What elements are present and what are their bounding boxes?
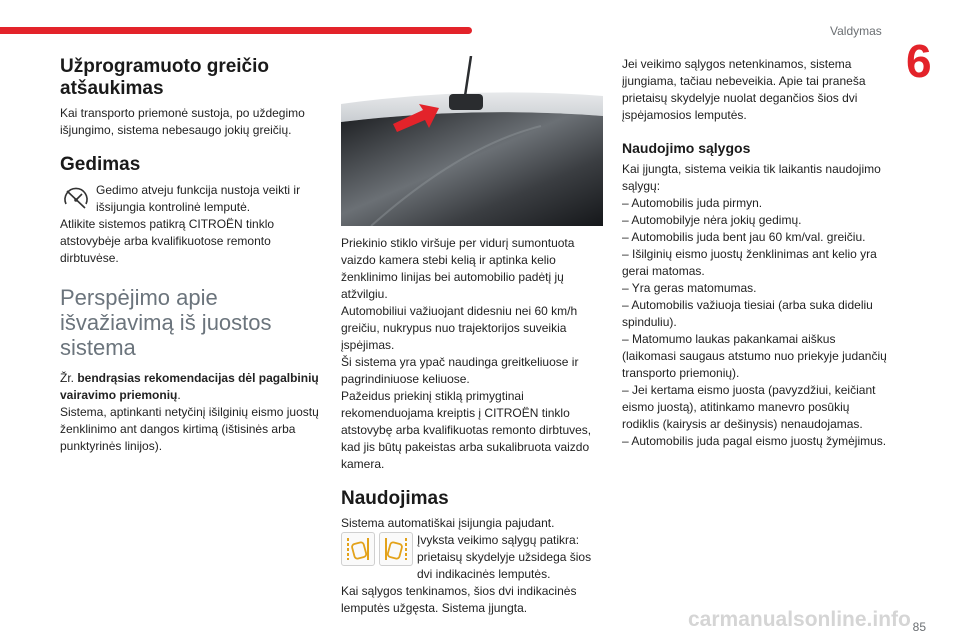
see-prefix: Žr. xyxy=(60,371,78,385)
paragraph-condition-check: Įvyksta veikimo sąlygų patikra: prietaisų skydelyje užsidega šios dvi indikacinės lemputės. xyxy=(417,533,592,581)
heading-lane-departure: Perspėjimo apie išvažiavimą iš juostos sistema xyxy=(60,285,272,360)
paragraph-lamps-off: Kai sąlygos tenkinamos, šios dvi indikacinės lemputės užgęsta. Sistema įjungta. xyxy=(341,584,577,615)
list-item: – Jei kertama eismo juosta (pavyzdžiui, keičiant eismo juostą), atitinkamo manevro posūkių rodiklis (kairysis ar dešinysis) nenaudojamas. xyxy=(622,382,888,433)
lamps-icon-row xyxy=(341,532,603,583)
paragraph-fault-check: Atlikite sistemos patikrą CITROËN tinklo atstovybėje arba kvalifikuotose remonto dirbtuvėse. xyxy=(60,217,275,265)
heading-usage: Naudojimas xyxy=(341,488,449,509)
paragraph-auto-activate: Sistema automatiškai įsijungia pajudant. xyxy=(341,516,555,530)
heading-speed-cancel: Užprogramuoto greičio atšaukimas xyxy=(60,56,270,99)
list-item: – Automobilyje nėra jokių gedimų. xyxy=(622,212,888,229)
fault-icon-row xyxy=(60,182,330,216)
paragraph-warning-speed: Automobiliui važiuojant didesniu nei 60 km/h greičiu, nukrypus nuo trajektorijos suveikia įspėjimas. xyxy=(341,304,578,352)
see-suffix: . xyxy=(177,388,181,402)
paragraph-camera: Priekinio stiklo viršuje per vidurį sumontuota vaizdo kamera stebi kelią ir aptinka kelio ženklinimo linijas bei automobilio padėtį jų atžvilgiu. xyxy=(341,236,575,301)
conditions-list xyxy=(622,195,888,450)
column-right xyxy=(622,56,888,450)
paragraph-lane-description: Sistema, aptinkanti netyčinį išilginių eismo juostų ženklinimo ant dangos kirtimą (ištisinės arba punktyrinės linijos). xyxy=(60,405,319,453)
page-number: 85 xyxy=(912,620,926,634)
list-item: – Yra geras matomumas. xyxy=(622,280,888,297)
paragraph-see-recommendations xyxy=(60,370,330,404)
speedometer-fault-icon xyxy=(60,182,92,214)
list-item: – Išilginių eismo juostų ženklinimas ant kelio yra gerai matomas. xyxy=(622,246,888,280)
list-item: – Automobilis juda pirmyn. xyxy=(622,195,888,212)
paragraph-conditions-intro: Kai įjungta, sistema veikia tik laikantis naudojimo sąlygų: xyxy=(622,162,881,193)
heading-fault: Gedimas xyxy=(60,154,141,175)
recommendations-link[interactable]: bendrąsias rekomendacijas dėl pagalbinių vairavimo priemonių xyxy=(60,371,319,402)
lane-departure-right-icon xyxy=(379,532,413,566)
paragraph-speed-cancel: Kai transporto priemonė sustoja, po uždegimo išjungimo, sistema nebesaugo jokių greičių. xyxy=(60,106,305,137)
paragraph-fault-lamp: Gedimo atveju funkcija nustoja veikti ir išsijungia kontrolinė lemputė. xyxy=(96,183,301,214)
header-accent-bar xyxy=(0,27,472,34)
paragraph-highways: Ši sistema yra ypač naudinga greitkeliuose ir pagrindiniuose keliuose. xyxy=(341,355,579,386)
column-left xyxy=(60,56,330,455)
header-section-title: Valdymas xyxy=(830,24,882,38)
paragraph-conditions-not-met: Jei veikimo sąlygos netenkinamos, sistema įjungiama, tačiau nebeveikia. Apie tai praneša prietaisų skydelyje nuolat degančios šios dvi įspėjamosios lemputės. xyxy=(622,57,866,122)
heading-conditions: Naudojimo sąlygos xyxy=(622,140,751,156)
chapter-number: 6 xyxy=(906,35,932,87)
list-item: – Matomumo laukas pakankamai aiškus (laikomasi saugaus atstumo nuo priekyje judančių transporto priemonių). xyxy=(622,331,888,382)
paragraph-windscreen-damage: Pažeidus priekinį stiklą primygtinai rekomenduojama kreiptis į CITROËN tinklo atstovybę arba kvalifikuotas remonto dirbtuves, kad jis būtų pakeistas arba sukalibruota vaizdo kamera. xyxy=(341,389,592,471)
list-item: – Automobilis juda bent jau 60 km/val. greičiu. xyxy=(622,229,888,246)
column-middle xyxy=(341,56,603,617)
watermark: carmanualsonline.info xyxy=(688,608,911,631)
lane-departure-left-icon xyxy=(341,532,375,566)
list-item: – Automobilis važiuoja tiesiai (arba suka dideliu spinduliu). xyxy=(622,297,888,331)
windscreen-camera-photo xyxy=(341,56,603,226)
list-item: – Automobilis juda pagal eismo juostų žymėjimus. xyxy=(622,433,888,450)
